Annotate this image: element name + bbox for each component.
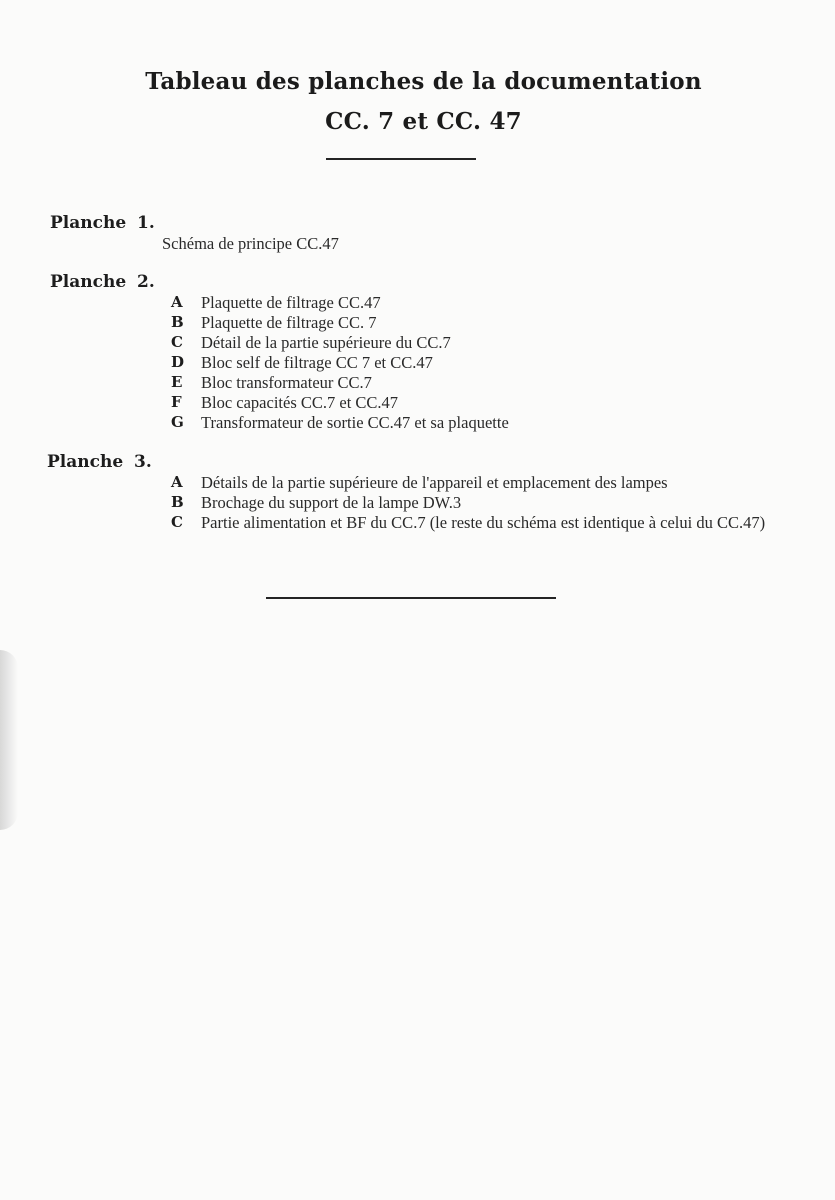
planche-number: 1. [137, 213, 155, 233]
planche-3-item-c [171, 513, 791, 553]
page-edge-shadow [0, 650, 18, 830]
item-text: Brochage du support de la lampe DW.3 [201, 493, 462, 512]
item-text: Partie alimentation et BF du CC.7 (le reste du schéma est identique à celui du CC.47) [201, 513, 766, 532]
planche-2-item-c [171, 333, 791, 353]
item-letter: C [171, 513, 183, 531]
item-text: Détails de la partie supérieure de l'appareil et emplacement des lampes [201, 473, 668, 492]
item-letter: F [171, 393, 182, 411]
item-letter: E [171, 373, 183, 391]
item-letter: A [171, 293, 183, 311]
planche-label: Planche [50, 272, 127, 292]
planche-2-item-b [171, 313, 791, 333]
document-title-line-2: CC. 7 et CC. 47 [325, 108, 522, 135]
item-text: Plaquette de filtrage CC. 7 [201, 313, 377, 332]
planche-2-item-f [171, 393, 791, 413]
planche-2-item-g [171, 413, 791, 433]
item-text: Transformateur de sortie CC.47 et sa plaquette [201, 413, 509, 432]
item-letter: B [171, 493, 184, 511]
item-text: Détail de la partie supérieure du CC.7 [201, 333, 451, 352]
document-title-line-1: Tableau des planches de la documentation [145, 68, 702, 95]
planche-number: 3. [134, 452, 152, 472]
title-underline-rule [326, 158, 476, 160]
item-letter: B [171, 313, 184, 331]
item-text: Plaquette de filtrage CC.47 [201, 293, 381, 312]
planche-3-item-b [171, 493, 791, 513]
planche-3-item-a [171, 473, 791, 493]
item-text: Bloc self de filtrage CC 7 et CC.47 [201, 353, 433, 372]
closing-rule [266, 597, 556, 599]
planche-1-description: Schéma de principe CC.47 [162, 234, 339, 253]
item-letter: C [171, 333, 183, 351]
planche-label: Planche [50, 213, 127, 233]
planche-label: Planche [47, 452, 124, 472]
planche-2-item-d [171, 353, 791, 373]
item-text: Bloc capacités CC.7 et CC.47 [201, 393, 399, 412]
planche-number: 2. [137, 272, 155, 292]
planche-2-item-e [171, 373, 791, 393]
item-text: Bloc transformateur CC.7 [201, 373, 372, 392]
item-letter: A [171, 473, 183, 491]
planche-2-item-a [171, 293, 791, 313]
item-letter: G [171, 413, 184, 431]
item-letter: D [171, 353, 185, 371]
